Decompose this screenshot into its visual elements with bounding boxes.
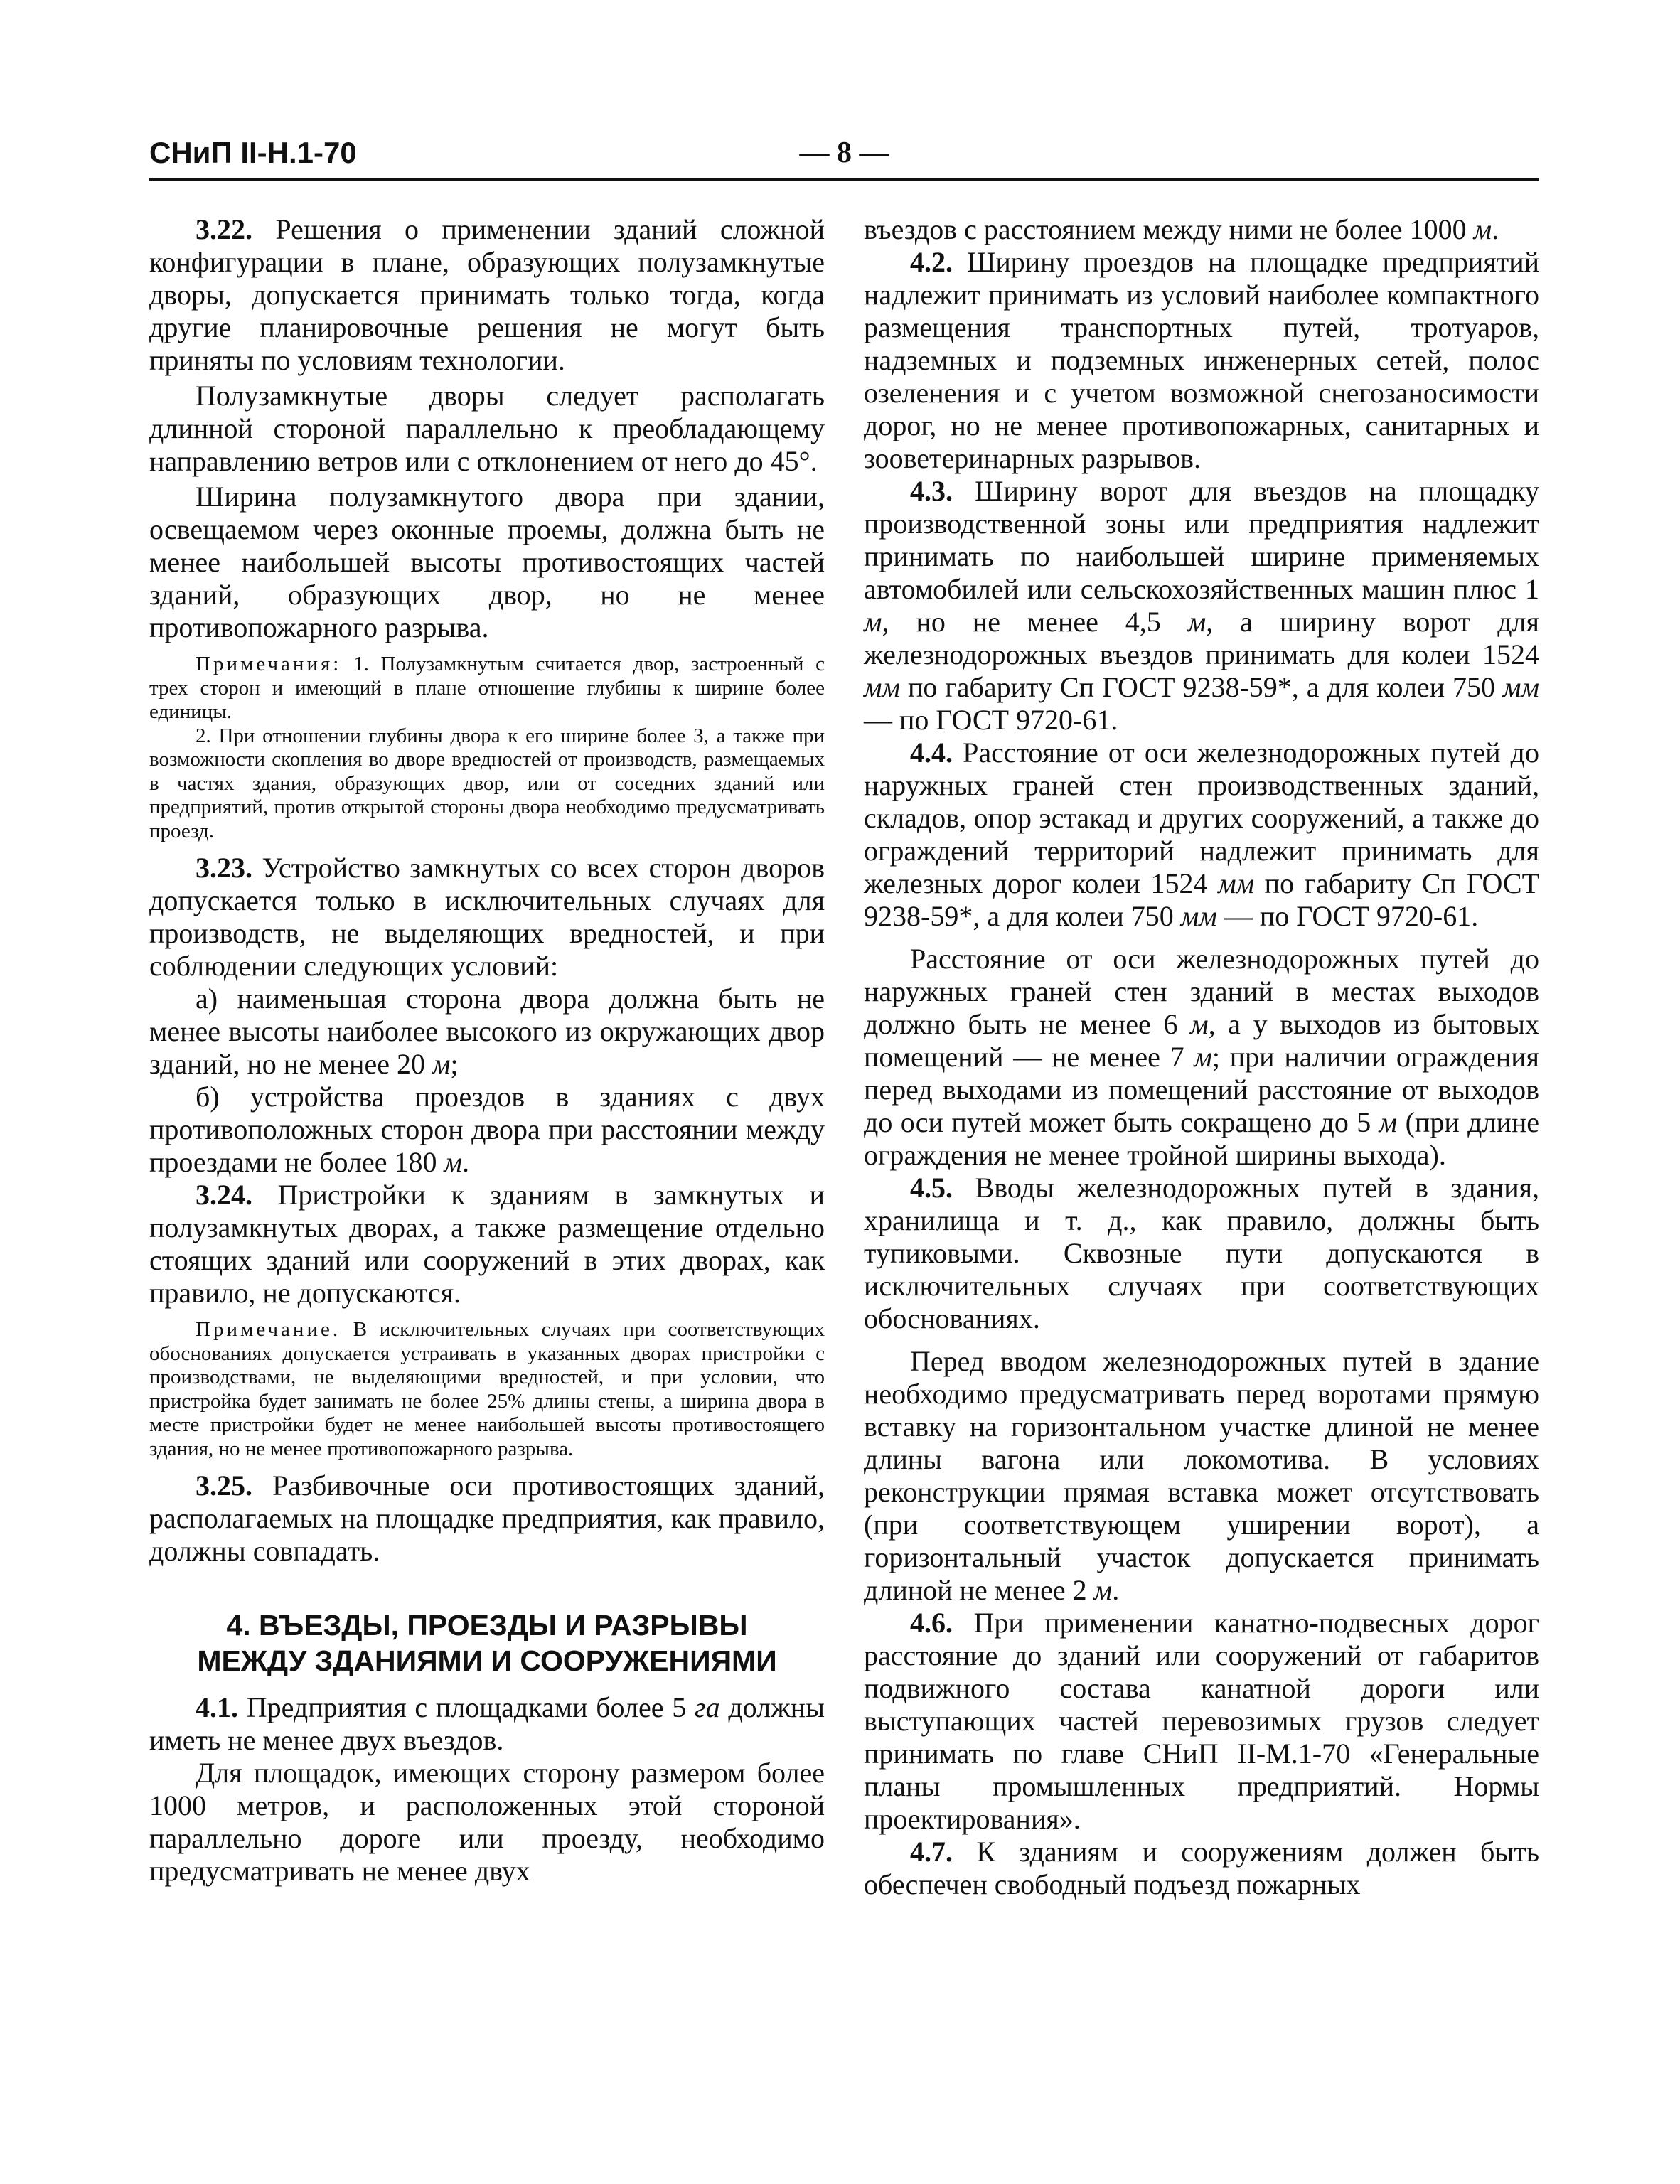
unit-label: мм — [1502, 671, 1540, 703]
clause-number: 4.5. — [910, 1172, 953, 1204]
clause-4-4-paragraph-2: Расстояние от оси железнодорожных путей до наружных граней стен зданий в местах выходов должно быть не менее 6 м, а у выходов из бытовых помещений — не менее 7 м; при наличии ограждения перед выходами из помещений расстояние от выходов до оси путей может быть сокращено до 5 м (при длине ограждения не менее тройной ширины выхода). — [864, 943, 1540, 1171]
clause-number: 4.7. — [910, 1836, 953, 1868]
chapter-4-heading: 4. ВЪЕЗДЫ, ПРОЕЗДЫ И РАЗРЫВЫ МЕЖДУ ЗДАНИЯМИ И СООРУЖЕНИЯМИ — [197, 1609, 777, 1677]
unit-label: м — [432, 1048, 451, 1080]
clause-4-3-paragraph-1: 4.3. Ширину ворот для въездов на площадку производственной зоны или предприятия надлежит принимать по наибольшей ширине применяемых автомобилей или сельскохозяйственных машин плюс 1 м, но не менее 4,5 м, а ширину ворот для железнодорожных въездов принимать для колеи 1524 мм по габариту Сп ГОСТ 9238-59*, а для колеи 750 мм — по ГОСТ 9720-61. — [864, 475, 1540, 736]
clause-3-22-paragraph-1: 3.22. Решения о применении зданий сложной конфигурации в плане, образующих полузамкнутые дворы, допускается принимать только тогда, когда другие планировочные решения не могут быть приняты по условиям технологии. — [149, 213, 825, 376]
clause-3-23-item-a: а) наименьшая сторона двора должна быть не менее высоты наиболее высокого из окружающих двор зданий, но не менее 20 м; — [149, 983, 825, 1080]
clause-4-5-paragraph-2: Перед вводом железнодорожных путей в здание необходимо предусматривать перед воротами прямую вставку на горизонтальном участке длиной не менее длины вагона или локомотива. В условиях реконструкции прямая вставка может отсутствовать (при соответствующем уширении ворот), а горизонтальный участок допускается принимать длиной не менее 2 м. — [864, 1345, 1539, 1606]
clause-4-4-paragraph-1: 4.4. Расстояние от оси железнодорожных путей до наружных граней стен производственных зданий, складов, опор эстакад и других сооружений, а также до ограждений территорий надлежит принимать для железных дорог колеи 1524 мм по габариту Сп ГОСТ 9238-59*, а для колеи 750 мм — по ГОСТ 9720-61. — [864, 737, 1540, 932]
unit-label: м — [1379, 1106, 1398, 1138]
clause-4-7-paragraph-1: 4.7. К зданиям и сооружениям должен быть обеспечен свободный подъезд пожарных — [864, 1836, 1539, 1900]
unit-label: м — [1187, 606, 1207, 638]
clause-number: 4.4. — [910, 737, 953, 769]
clause-3-25-paragraph-1: 3.25. Разбивочные оси противостоящих зданий, располагаемых на площадке предприятия, как правило, должны совпадать. — [149, 1470, 825, 1567]
unit-label: м — [864, 606, 882, 638]
clause-4-1-paragraph-1: 4.1. Предприятия с площадками более 5 га должны иметь не менее двух въездов. — [149, 1691, 825, 1756]
clause-4-5-paragraph-1: 4.5. Вводы железнодорожных путей в здания, хранилища и т. д., как правило, должны быть тупиковыми. Сквозные пути допускаются в исключительных случаях при соответствующих обоснованиях. — [864, 1172, 1540, 1334]
unit-label: мм — [864, 671, 901, 703]
unit-label: м — [1194, 1041, 1212, 1073]
clause-number: 3.24. — [196, 1179, 252, 1211]
clause-number: 4.2. — [910, 246, 953, 278]
clause-number: 3.25. — [196, 1470, 252, 1502]
right-column — [864, 213, 1539, 1901]
clause-3-23-paragraph-1: 3.23. Устройство замкнутых со всех сторон дворов допускается только в исключительных случаях для производств, не выделяющих вредностей, и при соблюдении следующих условий: — [149, 852, 825, 982]
page-number: — 8 — — [799, 136, 889, 169]
clause-number: 4.1. — [196, 1691, 238, 1723]
clause-3-22-note-1: Примечания: 1. Полузамкнутым считается двор, застроенный с трех сторон и имеющий в плане отношение глубины к ширине более единицы. — [149, 653, 825, 723]
unit-label: м — [1190, 1008, 1209, 1040]
unit-label: га — [694, 1691, 720, 1723]
clause-4-1-paragraph-2: Для площадок, имеющих сторону размером более 1000 метров, и расположенных этой стороной параллельно дороге или проезду, необходимо предусматривать не менее двух — [149, 1757, 825, 1887]
note-label: Примечание. — [196, 1318, 341, 1341]
clause-3-22-note-2: 2. При отношении глубины двора к его ширине более 3, а также при возможности скопления во дворе вредностей от производств, размещаемых в частях здания, образующих двор, или от соседних зданий или предприятий, против открытой стороны двора необходимо предусматривать проезд. — [149, 724, 825, 842]
clause-4-6-paragraph-1: 4.6. При применении канатно-подвесных дорог расстояние до зданий или сооружений от габаритов подвижного состава канатной дороги или выступающих частей перевозимых грузов следует принимать по главе СНиП II-М.1-70 «Генеральные планы промышленных предприятий. Нормы проектирования». — [864, 1607, 1540, 1835]
clause-3-23-item-b: б) устройства проездов в зданиях с двух противоположных сторон двора при расстоянии между проездами не более 180 м. — [149, 1081, 825, 1178]
clause-4-1-continuation: въездов с расстоянием между ними не более 1000 м. — [864, 213, 1499, 245]
unit-label: м — [1473, 213, 1492, 245]
clause-3-24-paragraph-1: 3.24. Пристройки к зданиям в замкнутых и полузамкнутых дворах, а также размещение отдельно стоящих зданий или сооружений в этих дворах, как правило, не допускаются. — [149, 1179, 825, 1309]
page-header — [149, 135, 1539, 181]
clause-number: 3.23. — [196, 852, 252, 884]
note-label: Примечания: — [196, 653, 342, 675]
unit-label: мм — [1218, 867, 1255, 899]
clause-3-24-note: Примечание. В исключительных случаях при соответствующих обоснованиях допускается устраивать в указанных дворах пристройки с производствами, не выделяющими вредностей, и при условии, что пристройка будет занимать не более 25% длины стены, а ширина двора в месте пристройки будет не менее наибольшей высоты противостоящего здания, но не менее противопожарного разрыва. — [149, 1318, 825, 1460]
clause-number: 4.3. — [910, 475, 953, 507]
clause-3-22-paragraph-2: Полузамкнутые дворы следует располагать длинной стороной параллельно к преобладающему направлению ветров или с отклонением от него до 45°. — [149, 380, 825, 477]
unit-label: м — [1093, 1574, 1113, 1606]
document-code: СНиП II-Н.1-70 — [149, 136, 357, 169]
unit-label: мм — [1180, 900, 1217, 932]
clause-3-22-paragraph-3: Ширина полузамкнутого двора при здании, освещаемом через оконные проемы, должна быть не менее наибольшей высоты противостоящих частей зданий, образующих двор, но не менее противопожарного разрыва. — [149, 481, 825, 643]
clause-number: 3.22. — [196, 213, 252, 245]
clause-4-2-paragraph-1: 4.2. Ширину проездов на площадке предприятий надлежит принимать из условий наиболее компактного размещения транспортных путей, тротуаров, надземных и подземных инженерных сетей, полос озеленения и с учетом возможной снегозаносимости дорог, но не менее противопожарных, санитарных и зооветеринарных разрывов. — [864, 246, 1540, 474]
clause-number: 4.6. — [910, 1607, 953, 1639]
unit-label: м — [444, 1146, 463, 1178]
left-column — [149, 213, 825, 1888]
